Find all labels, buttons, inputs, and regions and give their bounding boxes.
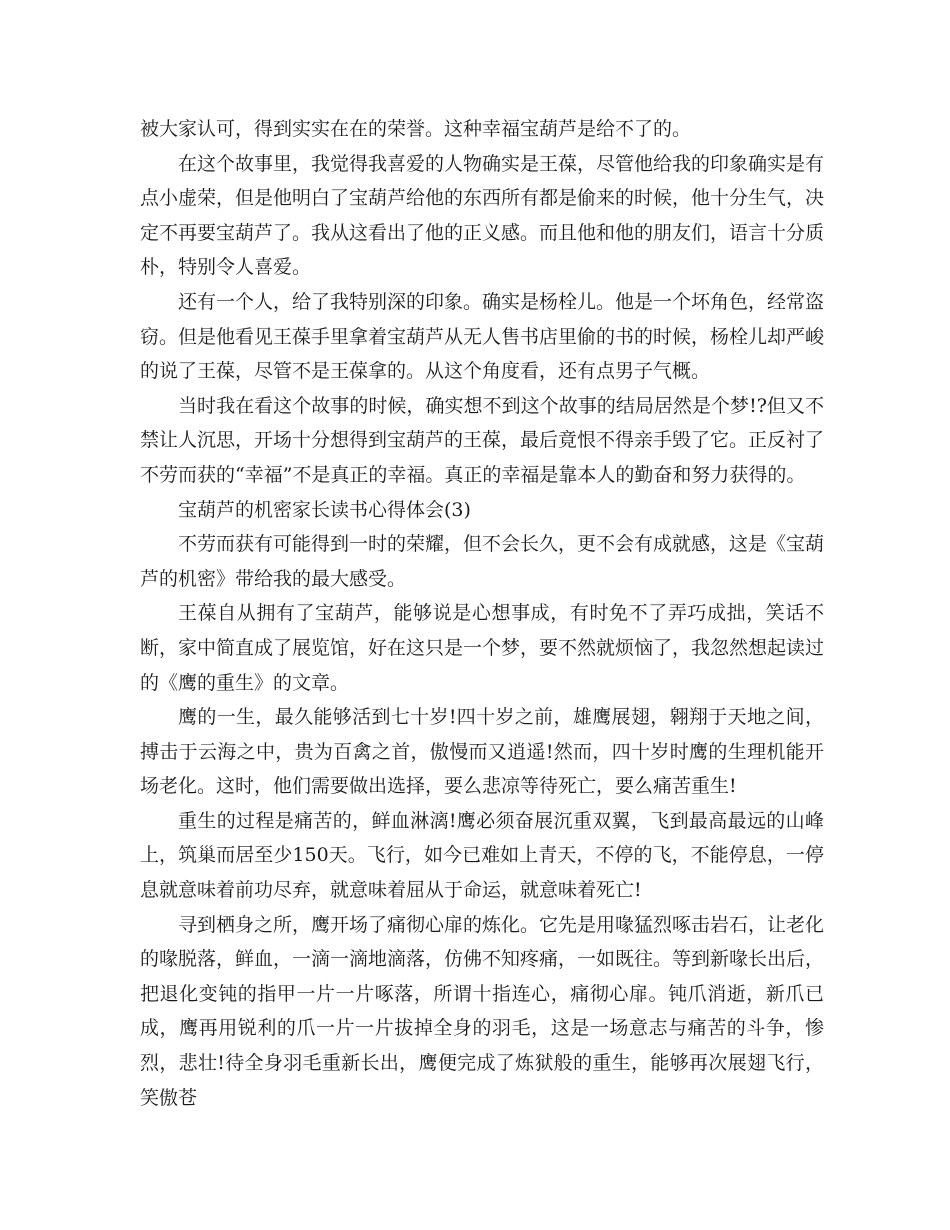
paragraph-wang-bao: 王葆自从拥有了宝葫芦，能够说是心想事成，有时免不了弄巧成拙，笑话不断，家中简直成了展览馆，好在这只是一个梦，要不然就烦恼了，我忽然想起读过的《鹰的重生》的文章。 [140,602,825,694]
section-heading: 宝葫芦的机密家长读书心得体会(3) [178,498,471,521]
paragraph-ending-reflection: 当时我在看这个故事的时候，确实想不到这个故事的结局居然是个梦!?但又不禁让人沉思，开场十分想得到宝葫芦的王葆，最后竟恨不得亲手毁了它。正反衬了不劳而获的“幸福”不是真正的幸福。真正的幸福是靠本人的勤奋和努力获得的。 [140,394,825,486]
paragraph-rebirth-detail: 寻到栖身之所，鹰开场了痛彻心扉的炼化。它先是用喙猛烈啄击岩石，让老化的喙脱落，鲜血，一滴一滴地滴落，仿佛不知疼痛，一如既往。等到新喙长出后，把退化变钝的指甲一片一片啄落，所谓十指连心，痛彻心扉。钝爪消逝，新爪已成，鹰再用锐利的爪一片一片拔掉全身的羽毛，这是一场意志与痛苦的斗争，惨烈，悲壮!待全身羽毛重新长出，鹰便完成了炼狱般的重生，能够再次展翅飞行，笑傲苍 [140,913,825,1109]
paragraph-eagle-life: 鹰的一生，最久能够活到七十岁!四十岁之前，雄鹰展翅，翱翔于天地之间，搏击于云海之中，贵为百禽之首，傲慢而又逍遥!然而，四十岁时鹰的生理机能开场老化。这时，他们需要做出选择，要么悲凉等待死亡，要么痛苦重生! [140,706,824,798]
paragraph-yang-shuaner: 还有一个人，给了我特别深的印象。确实是杨栓儿。他是一个坏角色，经常盗窃。但是他看见王葆手里拿着宝葫芦从无人售书店里偷的书的时候，杨栓儿却严峻的说了王葆，尽管不是王葆拿的。从这个角度看，还有点男子气概。 [140,290,825,383]
paragraph-continuation: 被大家认可，得到实实在在的荣誉。这种幸福宝葫芦是给不了的。 [140,118,692,140]
paragraph-favorite-character: 在这个故事里，我觉得我喜爱的人物确实是王葆，尽管他给我的印象确实是有点小虚荣，但是他明白了宝葫芦给他的东西所有都是偷来的时候，他十分生气，决定不再要宝葫芦了。我从这看出了他的正义感。而且他和他的朋友们，语言十分质朴，特别令人喜爱。 [140,152,825,279]
body-text [140,112,824,1115]
paragraph-rebirth-process: 重生的过程是痛苦的，鲜血淋漓!鹰必须奋展沉重双翼，飞到最高最远的山峰上，筑巢而居至少150天。飞行，如今已难如上青天，不停的飞，不能停息，一停息就意味着前功尽弃，就意味着屈从于命运，就意味着死亡! [140,809,824,902]
paragraph-main-feeling: 不劳而获有可能得到一时的荣耀，但不会长久，更不会有成就感，这是《宝葫芦的机密》带给我的最大感受。 [140,533,825,590]
